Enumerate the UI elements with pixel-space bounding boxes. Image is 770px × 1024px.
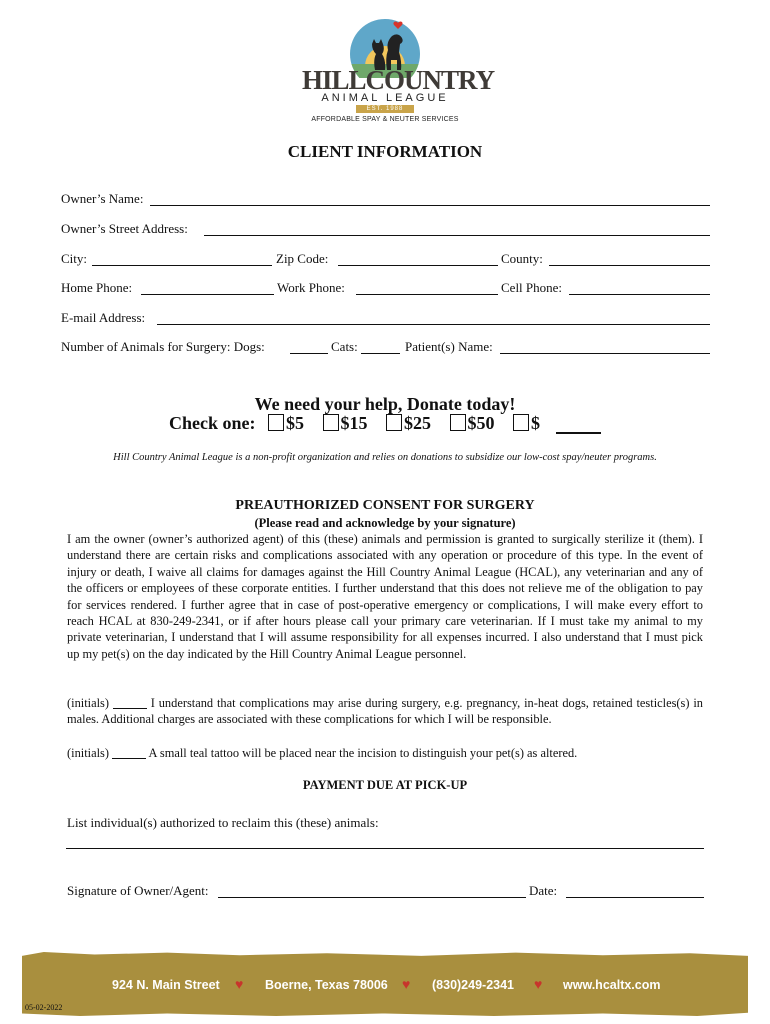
footer-website: www.hcaltx.com	[563, 978, 661, 992]
work-phone-field[interactable]	[356, 294, 498, 295]
logo-established: EST. 1988	[356, 105, 414, 113]
cats-count-field[interactable]	[361, 353, 400, 354]
email-label: E-mail Address:	[61, 310, 146, 325]
donate-25-label: $25	[404, 413, 431, 433]
date-label: Date:	[529, 883, 558, 898]
patient-names-label: Patient(s) Name:	[405, 339, 493, 354]
revision-date: 05-02-2022	[25, 1003, 63, 1012]
footer-address: 924 N. Main Street	[112, 978, 220, 992]
donate-15-checkbox[interactable]	[323, 414, 339, 431]
email-field[interactable]	[157, 324, 710, 325]
street-address-label: Owner’s Street Address:	[61, 221, 188, 236]
date-field[interactable]	[566, 897, 704, 898]
donate-other-checkbox[interactable]	[513, 414, 529, 431]
dogs-count-field[interactable]	[290, 353, 328, 354]
city-field[interactable]	[92, 265, 272, 266]
donate-25-checkbox[interactable]	[386, 414, 402, 431]
county-field[interactable]	[549, 265, 710, 266]
animals-dogs-label: Number of Animals for Surgery: Dogs:	[61, 339, 265, 354]
nonprofit-note: Hill Country Animal League is a non-profit organization and relies on donations to subsidize our low-cost spay/neuter programs.	[113, 452, 657, 463]
reclaim-label: List individual(s) authorized to reclaim this (these) animals:	[67, 815, 379, 830]
home-phone-field[interactable]	[141, 294, 274, 295]
donate-50-label: $50	[467, 413, 495, 433]
donate-options	[169, 413, 540, 434]
complications-initials-label: (initials)	[67, 696, 109, 710]
tattoo-initials-label: (initials)	[67, 746, 109, 760]
home-phone-label: Home Phone:	[61, 280, 133, 295]
complications-statement	[67, 695, 703, 728]
form-title: CLIENT INFORMATION	[287, 142, 483, 161]
cats-label: Cats:	[331, 339, 358, 354]
street-address-field[interactable]	[204, 235, 710, 236]
check-one-label: Check one:	[169, 413, 256, 433]
tattoo-initials-field[interactable]	[112, 758, 146, 759]
donate-other-label: $	[531, 413, 540, 433]
heart-icon: ♥	[534, 978, 543, 993]
donate-other-amount-field[interactable]	[556, 432, 601, 434]
consent-body: I am the owner (owner’s authorized agent) of this (these) animals and permission is granted to surgically sterilize it (them). I understand there are certain risks and complications associated with any operation or procedure of this type. In the event of injury or death, I waive all claims for damages against the Hill Country Animal League (HCAL), any veterinarian and any of the officers or employees of these corporate entities. I further understand that this does not relieve me of the obligation to pay for services rendered. I further agree that in case of post-operative emergency or complications, I will make every effort to reach HCAL at 830-249-2341, or if after hours please call your primary care veterinarian. If I must take my animal to my private veterinarian, I understand that I will assume responsibility for all expenses incurred. I also understand that I must pick up my pet(s) on the day indicated by the Hill Country Animal League personnel.	[67, 532, 703, 661]
donate-50-checkbox[interactable]	[450, 414, 466, 431]
footer-city: Boerne, Texas 78006	[265, 978, 388, 992]
cell-phone-field[interactable]	[569, 294, 710, 295]
reclaim-field[interactable]	[66, 848, 704, 849]
donate-heading: We need your help, Donate today!	[254, 394, 516, 414]
complications-initials-field[interactable]	[113, 708, 147, 709]
signature-field[interactable]	[218, 897, 526, 898]
logo-subtitle: ANIMAL LEAGUE	[321, 92, 449, 104]
heart-icon: ♥	[402, 978, 411, 993]
county-label: County:	[501, 251, 543, 266]
payment-title: PAYMENT DUE AT PICK-UP	[302, 778, 468, 792]
heart-icon: ♥	[235, 978, 244, 993]
logo-tagline: AFFORDABLE SPAY & NEUTER SERVICES	[311, 116, 459, 123]
patient-names-field[interactable]	[500, 353, 710, 354]
logo-title: HILLCOUNTRY	[302, 65, 495, 95]
signature-label: Signature of Owner/Agent:	[67, 883, 209, 898]
complications-text: I understand that complications may arise during surgery, e.g. pregnancy, in-heat dogs, retained testicles(s) in males. Additional charges are associated with these complications for which I will be responsible.	[67, 696, 703, 727]
city-label: City:	[61, 251, 88, 266]
cell-phone-label: Cell Phone:	[501, 280, 563, 295]
tattoo-statement	[67, 745, 703, 761]
owner-name-field[interactable]	[150, 205, 710, 206]
footer-phone: (830)249-2341	[432, 978, 515, 992]
donate-15-label: $15	[340, 413, 368, 433]
zip-field[interactable]	[338, 265, 498, 266]
donate-5-checkbox[interactable]	[268, 414, 284, 431]
zip-label: Zip Code:	[276, 251, 329, 266]
owner-name-label: Owner’s Name:	[61, 191, 144, 206]
consent-subtitle: (Please read and acknowledge by your signature)	[254, 516, 516, 530]
tattoo-text: A small teal tattoo will be placed near the incision to distinguish your pet(s) as altered.	[148, 746, 578, 760]
donate-5-label: $5	[286, 413, 304, 433]
work-phone-label: Work Phone:	[277, 280, 345, 295]
consent-title: PREAUTHORIZED CONSENT FOR SURGERY	[235, 498, 535, 513]
